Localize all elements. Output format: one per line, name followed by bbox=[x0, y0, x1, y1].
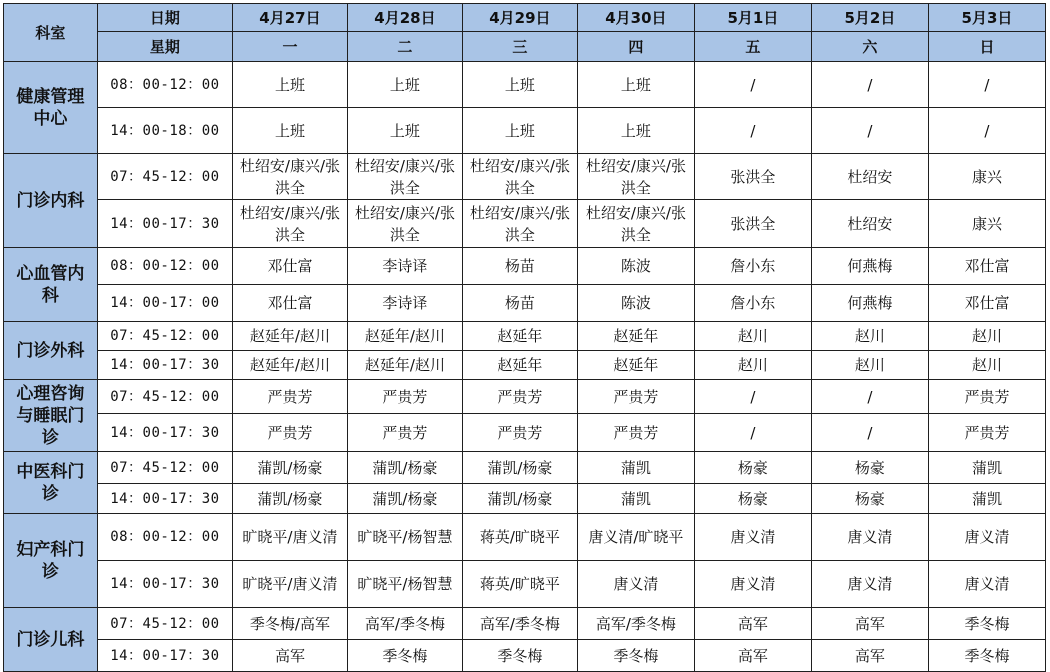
duty-cell: 季冬梅 bbox=[462, 640, 577, 672]
schedule-row bbox=[4, 322, 1046, 351]
duty-cell: 杨豪 bbox=[811, 452, 928, 484]
time-slot: 14：00-18：00 bbox=[97, 108, 232, 154]
time-slot: 07：45-12：00 bbox=[97, 452, 232, 484]
duty-cell: 赵川 bbox=[928, 322, 1045, 351]
duty-cell: 旷晓平/唐义清 bbox=[232, 514, 347, 561]
department-name: 门诊内科 bbox=[4, 154, 98, 248]
duty-cell: 严贵芳 bbox=[462, 380, 577, 414]
duty-cell: 杜绍安 bbox=[811, 154, 928, 200]
date-header: 5月3日 bbox=[928, 4, 1045, 32]
duty-cell: 杜绍安/康兴/张洪全 bbox=[347, 200, 462, 248]
duty-cell: / bbox=[928, 108, 1045, 154]
duty-cell: 唐义清 bbox=[694, 561, 811, 608]
duty-cell: 蒲凯/杨豪 bbox=[462, 452, 577, 484]
duty-cell: 杜绍安/康兴/张洪全 bbox=[577, 154, 694, 200]
duty-cell: 严贵芳 bbox=[928, 380, 1045, 414]
duty-cell: / bbox=[694, 108, 811, 154]
duty-cell: 季冬梅 bbox=[928, 608, 1045, 640]
schedule-row bbox=[4, 285, 1046, 322]
department-name: 中医科门诊 bbox=[4, 452, 98, 514]
date-label: 日期 bbox=[97, 4, 232, 32]
duty-cell: 唐义清 bbox=[928, 514, 1045, 561]
time-slot: 14：00-17：30 bbox=[97, 640, 232, 672]
date-header: 4月30日 bbox=[577, 4, 694, 32]
duty-cell: 张洪全 bbox=[694, 154, 811, 200]
schedule-row bbox=[4, 62, 1046, 108]
duty-cell: 严贵芳 bbox=[577, 380, 694, 414]
duty-cell: 上班 bbox=[462, 108, 577, 154]
duty-cell: 杨苗 bbox=[462, 285, 577, 322]
duty-cell: 高军 bbox=[232, 640, 347, 672]
duty-cell: / bbox=[694, 62, 811, 108]
duty-cell: / bbox=[811, 62, 928, 108]
duty-cell: 严贵芳 bbox=[347, 414, 462, 452]
duty-cell: 康兴 bbox=[928, 200, 1045, 248]
duty-cell: 蒲凯 bbox=[928, 484, 1045, 514]
schedule-row bbox=[4, 108, 1046, 154]
duty-cell: 杜绍安/康兴/张洪全 bbox=[577, 200, 694, 248]
weekday-header: 日 bbox=[928, 32, 1045, 62]
schedule-row bbox=[4, 154, 1046, 200]
duty-cell: 康兴 bbox=[928, 154, 1045, 200]
time-slot: 07：45-12：00 bbox=[97, 154, 232, 200]
duty-cell: 邓仕富 bbox=[928, 248, 1045, 285]
duty-cell: 陈波 bbox=[577, 285, 694, 322]
dept-header: 科室 bbox=[4, 4, 98, 62]
duty-cell: 杨豪 bbox=[811, 484, 928, 514]
duty-cell: 高军 bbox=[694, 608, 811, 640]
duty-cell: 唐义清 bbox=[811, 514, 928, 561]
duty-cell: 上班 bbox=[462, 62, 577, 108]
date-header: 4月28日 bbox=[347, 4, 462, 32]
time-slot: 14：00-17：30 bbox=[97, 200, 232, 248]
weekday-header: 五 bbox=[694, 32, 811, 62]
duty-cell: 蒲凯/杨豪 bbox=[347, 452, 462, 484]
duty-cell: 高军/季冬梅 bbox=[577, 608, 694, 640]
duty-cell: 季冬梅 bbox=[577, 640, 694, 672]
duty-cell: 邓仕富 bbox=[232, 285, 347, 322]
duty-cell: 唐义清 bbox=[928, 561, 1045, 608]
duty-cell: 赵川 bbox=[811, 351, 928, 380]
date-header: 5月1日 bbox=[694, 4, 811, 32]
schedule-row bbox=[4, 561, 1046, 608]
duty-cell: / bbox=[694, 414, 811, 452]
time-slot: 08：00-12：00 bbox=[97, 514, 232, 561]
duty-cell: 季冬梅 bbox=[928, 640, 1045, 672]
duty-cell: 唐义清/旷晓平 bbox=[577, 514, 694, 561]
department-name: 心血管内科 bbox=[4, 248, 98, 322]
schedule-row bbox=[4, 351, 1046, 380]
header-row-weekdays bbox=[4, 32, 1046, 62]
duty-cell: 杨苗 bbox=[462, 248, 577, 285]
duty-cell: 高军 bbox=[811, 640, 928, 672]
duty-cell: 赵川 bbox=[694, 351, 811, 380]
duty-cell: 上班 bbox=[577, 62, 694, 108]
duty-cell: 唐义清 bbox=[694, 514, 811, 561]
time-slot: 14：00-17：30 bbox=[97, 484, 232, 514]
schedule-row bbox=[4, 248, 1046, 285]
duty-cell: 蒲凯 bbox=[577, 452, 694, 484]
date-header: 5月2日 bbox=[811, 4, 928, 32]
duty-cell: 严贵芳 bbox=[577, 414, 694, 452]
duty-cell: 何燕梅 bbox=[811, 285, 928, 322]
duty-cell: 邓仕富 bbox=[928, 285, 1045, 322]
weekday-header: 三 bbox=[462, 32, 577, 62]
duty-cell: 严贵芳 bbox=[232, 380, 347, 414]
duty-cell: 赵延年/赵川 bbox=[232, 322, 347, 351]
time-slot: 14：00-17：30 bbox=[97, 414, 232, 452]
duty-cell: 高军 bbox=[811, 608, 928, 640]
schedule-row bbox=[4, 608, 1046, 640]
duty-cell: 李诗译 bbox=[347, 248, 462, 285]
department-name: 门诊儿科 bbox=[4, 608, 98, 672]
week-label: 星期 bbox=[97, 32, 232, 62]
duty-cell: 严贵芳 bbox=[928, 414, 1045, 452]
duty-cell: 季冬梅/高军 bbox=[232, 608, 347, 640]
duty-cell: 赵延年 bbox=[577, 322, 694, 351]
department-name: 心理咨询与睡眠门诊 bbox=[4, 380, 98, 452]
duty-cell: 旷晓平/唐义清 bbox=[232, 561, 347, 608]
duty-cell: 杜绍安/康兴/张洪全 bbox=[232, 200, 347, 248]
duty-cell: 蒲凯/杨豪 bbox=[462, 484, 577, 514]
duty-cell: 赵延年 bbox=[462, 351, 577, 380]
duty-cell: 杨豪 bbox=[694, 484, 811, 514]
duty-cell: 上班 bbox=[232, 108, 347, 154]
department-name: 门诊外科 bbox=[4, 322, 98, 380]
duty-cell: 唐义清 bbox=[577, 561, 694, 608]
duty-cell: 杜绍安/康兴/张洪全 bbox=[347, 154, 462, 200]
duty-cell: 邓仕富 bbox=[232, 248, 347, 285]
duty-cell: 陈波 bbox=[577, 248, 694, 285]
duty-cell: 严贵芳 bbox=[232, 414, 347, 452]
weekday-header: 一 bbox=[232, 32, 347, 62]
time-slot: 08：00-12：00 bbox=[97, 62, 232, 108]
time-slot: 14：00-17：30 bbox=[97, 561, 232, 608]
weekday-header: 六 bbox=[811, 32, 928, 62]
duty-cell: 上班 bbox=[347, 62, 462, 108]
duty-cell: 赵川 bbox=[928, 351, 1045, 380]
schedule-row bbox=[4, 640, 1046, 672]
duty-cell: 杜绍安/康兴/张洪全 bbox=[462, 200, 577, 248]
duty-cell: 蒲凯 bbox=[928, 452, 1045, 484]
weekday-header: 二 bbox=[347, 32, 462, 62]
duty-cell: 赵延年/赵川 bbox=[232, 351, 347, 380]
duty-cell: 詹小东 bbox=[694, 248, 811, 285]
duty-cell: 旷晓平/杨智慧 bbox=[347, 561, 462, 608]
duty-cell: 严贵芳 bbox=[462, 414, 577, 452]
schedule-row bbox=[4, 380, 1046, 414]
time-slot: 07：45-12：00 bbox=[97, 322, 232, 351]
time-slot: 14：00-17：00 bbox=[97, 285, 232, 322]
duty-cell: 高军/季冬梅 bbox=[347, 608, 462, 640]
duty-cell: 上班 bbox=[232, 62, 347, 108]
duty-cell: 杜绍安/康兴/张洪全 bbox=[462, 154, 577, 200]
date-header: 4月29日 bbox=[462, 4, 577, 32]
duty-cell: 詹小东 bbox=[694, 285, 811, 322]
duty-cell: 何燕梅 bbox=[811, 248, 928, 285]
duty-cell: 赵川 bbox=[811, 322, 928, 351]
department-name: 健康管理中心 bbox=[4, 62, 98, 154]
header-row-dates bbox=[4, 4, 1046, 32]
duty-cell: 唐义清 bbox=[811, 561, 928, 608]
duty-cell: 蒲凯 bbox=[577, 484, 694, 514]
time-slot: 14：00-17：30 bbox=[97, 351, 232, 380]
duty-cell: / bbox=[928, 62, 1045, 108]
duty-cell: 赵延年 bbox=[577, 351, 694, 380]
department-name: 妇产科门诊 bbox=[4, 514, 98, 608]
duty-cell: 旷晓平/杨智慧 bbox=[347, 514, 462, 561]
date-header: 4月27日 bbox=[232, 4, 347, 32]
duty-cell: 蒋英/旷晓平 bbox=[462, 561, 577, 608]
duty-cell: 赵延年/赵川 bbox=[347, 322, 462, 351]
duty-cell: 上班 bbox=[347, 108, 462, 154]
duty-cell: / bbox=[811, 414, 928, 452]
schedule-row bbox=[4, 452, 1046, 484]
duty-cell: 赵川 bbox=[694, 322, 811, 351]
duty-cell: / bbox=[811, 108, 928, 154]
duty-cell: 赵延年 bbox=[462, 322, 577, 351]
duty-cell: / bbox=[811, 380, 928, 414]
duty-cell: 杨豪 bbox=[694, 452, 811, 484]
time-slot: 07：45-12：00 bbox=[97, 380, 232, 414]
time-slot: 07：45-12：00 bbox=[97, 608, 232, 640]
schedule-row bbox=[4, 200, 1046, 248]
schedule-row bbox=[4, 514, 1046, 561]
duty-schedule-table bbox=[3, 3, 1046, 672]
duty-cell: 高军 bbox=[694, 640, 811, 672]
schedule-row bbox=[4, 414, 1046, 452]
duty-cell: / bbox=[694, 380, 811, 414]
duty-cell: 蒲凯/杨豪 bbox=[347, 484, 462, 514]
duty-cell: 季冬梅 bbox=[347, 640, 462, 672]
duty-cell: 蒲凯/杨豪 bbox=[232, 452, 347, 484]
schedule-row bbox=[4, 484, 1046, 514]
duty-cell: 张洪全 bbox=[694, 200, 811, 248]
duty-cell: 严贵芳 bbox=[347, 380, 462, 414]
duty-cell: 赵延年/赵川 bbox=[347, 351, 462, 380]
duty-cell: 杜绍安 bbox=[811, 200, 928, 248]
duty-cell: 李诗译 bbox=[347, 285, 462, 322]
time-slot: 08：00-12：00 bbox=[97, 248, 232, 285]
weekday-header: 四 bbox=[577, 32, 694, 62]
duty-cell: 上班 bbox=[577, 108, 694, 154]
duty-cell: 高军/季冬梅 bbox=[462, 608, 577, 640]
duty-cell: 杜绍安/康兴/张洪全 bbox=[232, 154, 347, 200]
duty-cell: 蒋英/旷晓平 bbox=[462, 514, 577, 561]
duty-cell: 蒲凯/杨豪 bbox=[232, 484, 347, 514]
